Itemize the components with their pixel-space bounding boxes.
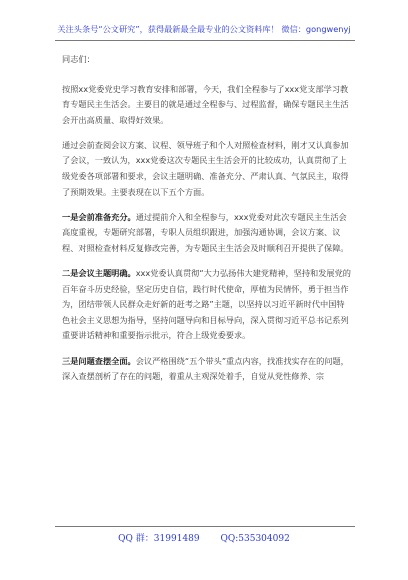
qq-number: QQ:535304092 bbox=[220, 534, 290, 544]
paragraph-point-1 bbox=[62, 210, 352, 257]
qq-group-number: QQ 群：31991489 bbox=[118, 534, 200, 544]
point-3-text: 会议严格围绕“五个带头”重点内容，找准找实存在的问题，深入查摆剖析了存在的问题，着重从主观深处着手，自觉从党性修养、宗 bbox=[62, 355, 349, 382]
point-2-heading: 二是会议主题明确。 bbox=[62, 268, 136, 279]
point-1-text: 通过提前介入和全程参与，xxx党委对此次专题民主生活会高度重视，专题研究部署，专职人员组织跟进，加强沟通协调，会议方案、议程、对照检查材料反复修改完善，为专题民主生活会及时顺利召开提供了保障。 bbox=[62, 211, 349, 253]
paragraph-point-3 bbox=[62, 354, 352, 385]
paragraph-summary: 通过会前查阅会议方案、议程、领导班子和个人对照检查材料，刚才又认真参加了会议，一致认为，xxx党委这次专题民主生活会开的比较成功，认真贯彻了上级党委各项部署和要求，会议主题明确、准备充分、严肃认真、气氛民主，取得了预期效果。主要表现在以下五个方面。 bbox=[62, 139, 349, 197]
paragraph-point-2 bbox=[62, 266, 352, 344]
page-footer bbox=[48, 532, 360, 546]
salutation: 同志们： bbox=[62, 54, 95, 64]
document-body bbox=[62, 52, 352, 394]
point-3-heading: 三是问题查摆全面。 bbox=[62, 355, 136, 366]
page-header: 关注头条号“公文研究”，获得最新最全最专业的公文资料库！ 微信：gongwenyj bbox=[57, 24, 351, 34]
paragraph-intro: 按照xx党委党史学习教育安排和部署，今天，我们全程参与了xxx党支部学习教育专题民主生活会。主要目的就是通过全程参与、过程监督，确保专题民主生活会开出高质量、取得好效果。 bbox=[62, 83, 349, 125]
point-1-heading: 一是会前准备充分。 bbox=[62, 211, 136, 222]
header-divider bbox=[55, 40, 355, 41]
footer-divider bbox=[55, 526, 355, 527]
point-2-text: xxx党委认真贯彻“大力弘扬伟大建党精神，坚持和发展党的百年奋斗历史经验，坚定历史自信，践行时代使命，厚植为民情怀，勇于担当作为，团结带领人民群众走好新的赶考之路”主题，以坚持以习近平新时代中国特色社会主义思想为指导，坚持问题导向和目标导向，深入贯彻习近平总书记系列重要讲话精神和重要指示批示，符合上级党委要求。 bbox=[62, 268, 351, 341]
